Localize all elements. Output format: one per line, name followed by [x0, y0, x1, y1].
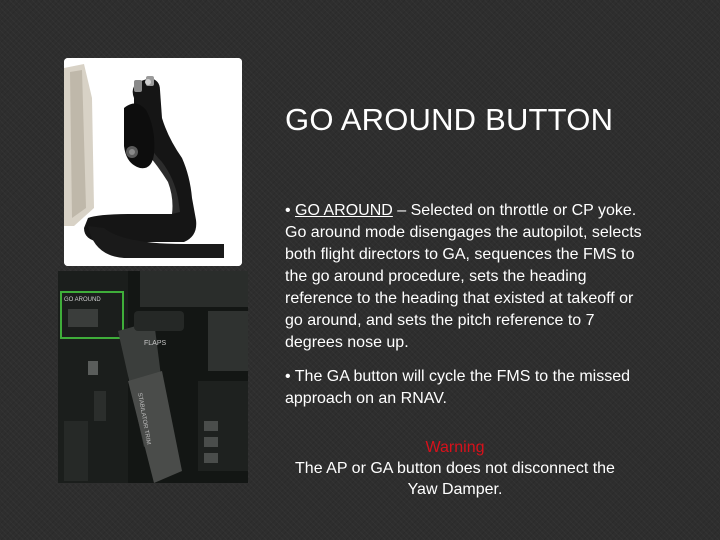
yoke-illustration	[64, 58, 242, 266]
stab-trim-label: STABILATOR TRIM	[136, 392, 152, 446]
bullet-text: The GA button will cycle the FMS to the missed approach on an RNAV.	[285, 368, 631, 407]
yoke-photo	[64, 58, 242, 266]
warning-text: The AP or GA button does not disconnect the Yaw Damper.	[295, 460, 615, 498]
bullet-marker: •	[285, 368, 295, 385]
bullet-ga-button	[285, 366, 645, 410]
bullet-text: – Selected on throttle or CP yoke. Go around mode disengages the autopilot, selects both flight directors to GA, sequences the FMS to the go around procedure, sets the heading reference to the heading that existed at takeoff or go around, and sets the pitch reference to 7 degrees nose up.	[285, 202, 642, 351]
warning-block	[280, 437, 630, 500]
flaps-label: FLAPS	[144, 340, 167, 347]
go-around-term: GO AROUND	[295, 202, 393, 219]
slide-body	[285, 200, 645, 422]
bullet-go-around	[285, 200, 645, 354]
go-around-label: GO AROUND	[64, 297, 101, 303]
throttle-photo	[58, 271, 248, 483]
bullet-marker: •	[285, 202, 296, 219]
slide-title: GO AROUND BUTTON	[285, 102, 614, 137]
warning-label: Warning	[425, 439, 485, 456]
throttle-illustration	[58, 271, 248, 483]
